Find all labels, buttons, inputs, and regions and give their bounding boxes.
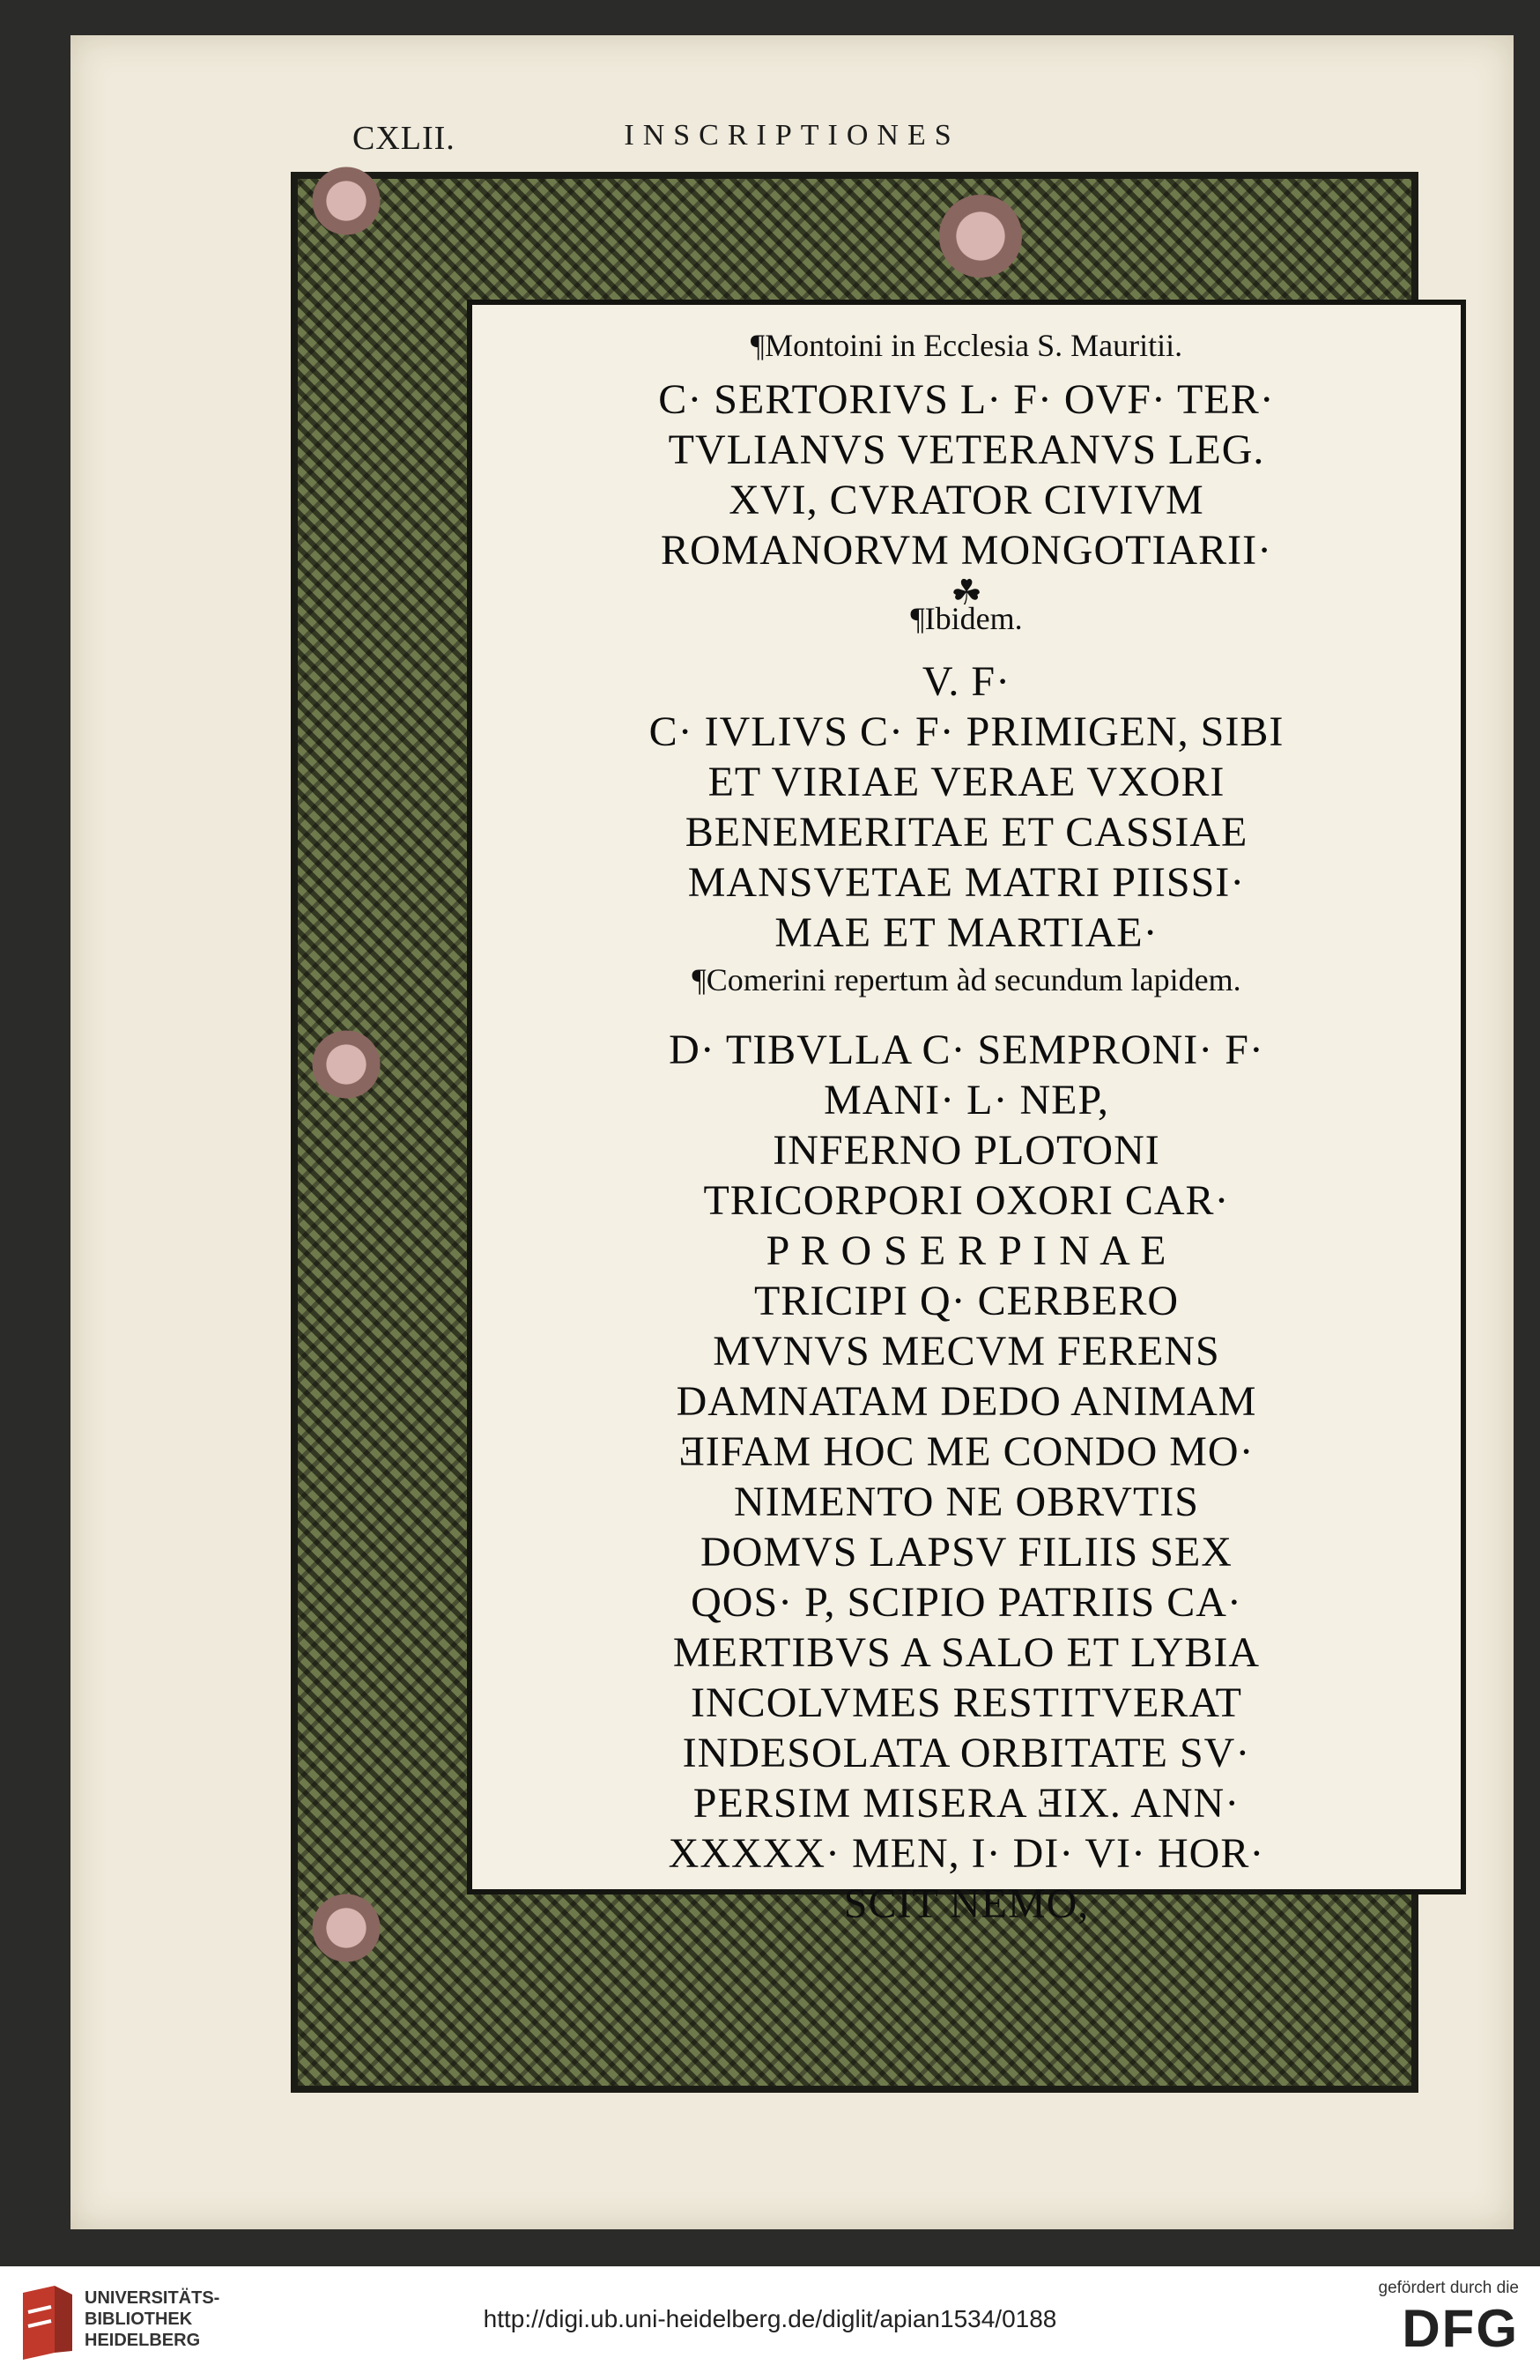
inscription-line: QOS· P, SCIPIO PATRIIS CA· [691,1579,1242,1626]
inscription-line: INFERNO PLOTONI [773,1127,1160,1174]
digitization-footer [0,2266,1540,2380]
inscription-line: TVLIANVS VETERANVS LEG. [668,426,1265,473]
section-caption: ¶Ibidem. [910,601,1023,636]
inscription-text [472,656,1461,958]
inscription-line: MANI· L· NEP, [824,1077,1109,1123]
inscription-line: P R O S E R P I N A E [766,1227,1167,1274]
inscription-line: MVNVS MECVM FERENS [713,1328,1220,1375]
inscription-line: INDESOLATA ORBITATE SV· [682,1730,1251,1776]
book-page [70,35,1514,2229]
sponsor-block [1343,2279,1519,2360]
rose-ornament [307,1888,386,1968]
inscription-line: C· SERTORIVS L· F· OVF· TER· [658,376,1275,423]
fleuron-ornament: ☘ [951,573,982,612]
library-name-line: HEIDELBERG [85,2331,201,2350]
inscription-line: NIMENTO NE OBRVTIS [734,1479,1199,1525]
section-ibidem [472,600,1461,958]
permalink-url[interactable]: http://digi.ub.uni-heidelberg.de/diglit/apian1534/0188 [483,2305,1057,2332]
inscription-line: INCOLVMES RESTITVERAT [691,1679,1242,1726]
library-name-line: UNIVERSITÄTS- [85,2288,220,2308]
folio-number: CXLII. [352,120,455,157]
inscription-line: MAE ET MARTIAE· [774,909,1159,956]
inscription-line: PERSIM MISERA ƎIX. ANN· [692,1780,1240,1827]
inscription-line: C· IVLIVS C· F· PRIMIGEN, SIBI [648,708,1285,755]
rose-ornament [307,1025,386,1104]
inscription-line: MERTIBVS A SALO ET LYBIA [672,1629,1261,1676]
inscription-panel [467,300,1466,1927]
section-comerini [472,961,1461,1929]
dfg-logo-icon: DFG [1402,2299,1519,2358]
inscription-line: ET VIRIAE VERAE VXORI [707,759,1225,805]
sponsor-text: gefördert durch die [1378,2279,1519,2297]
rose-ornament [307,161,386,241]
inscription-line: TRICORPORI OXORI CAR· [703,1177,1230,1224]
inscription-line: DAMNATAM DEDO ANIMAM [676,1378,1257,1425]
inscription-line: XVI, CVRATOR CIVIVM [729,477,1204,523]
inscription-line: ROMANORVM MONGOTIARII· [660,527,1273,574]
inscription-line: D· TIBVLLA C· SEMPRONI· F· [669,1027,1264,1073]
inscription-line: TRICIPI Q· CERBERO [753,1278,1179,1324]
inscription-line: XXXXX· MEN, I· DI· VI· HOR· [668,1830,1265,1877]
inscription-line: DOMVS LAPSV FILIIS SEX [700,1529,1233,1576]
inscription-text [472,1025,1461,1929]
running-title: INSCRIPTIONES [624,119,960,152]
rose-ornament [932,188,1029,285]
section-caption: ¶Comerini repertum àd secundum lapidem. [692,962,1241,997]
inscription-line: SCIT NEMO, [843,1880,1090,1927]
inscription-text [472,374,1461,575]
section-caption: ¶Montoini in Ecclesia S. Mauritii. [750,328,1183,363]
section-montoini [472,327,1461,611]
inscription-line: ƎIFAM HOC ME CONDO MO· [678,1428,1255,1475]
inscription-line: BENEMERITAE ET CASSIAE [685,809,1248,856]
inscription-line: MANSVETAE MATRI PIISSI· [687,859,1246,906]
library-name-line: BIBLIOTHEK [85,2310,193,2329]
inscription-line: V. F· [922,658,1011,705]
running-head [70,119,1514,172]
